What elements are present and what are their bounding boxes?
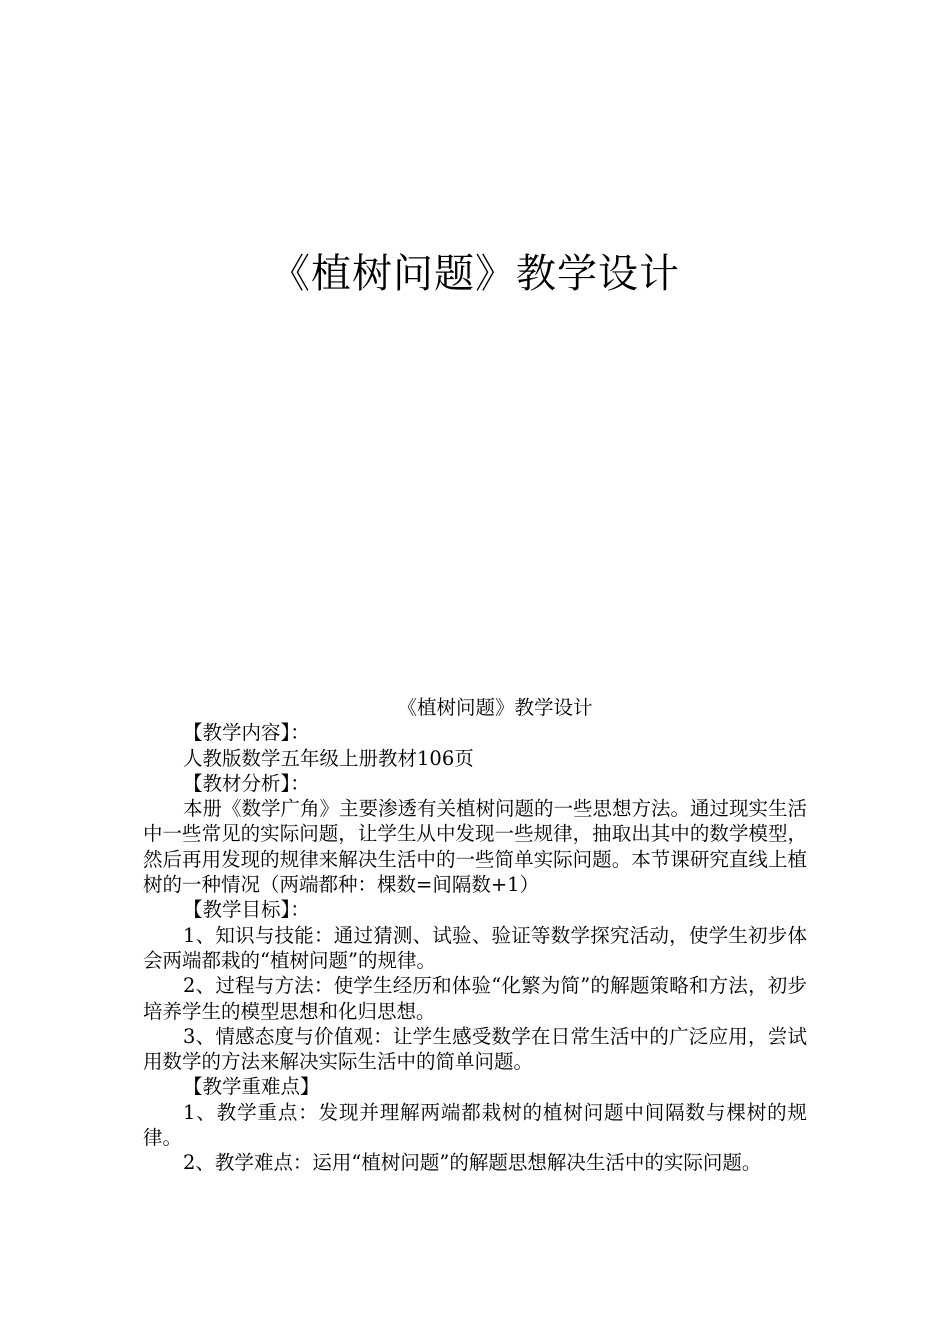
- goal-knowledge-skills: 1、知识与技能：通过猜测、试验、验证等数学探究活动，使学生初步体会两端都栽的“植树问题”的规律。: [143, 923, 807, 972]
- heading-teaching-goals: 【教学目标】：: [183, 898, 310, 922]
- document-body: [143, 695, 807, 1176]
- paragraph-textbook-source: 人教版数学五年级上册教材106页: [183, 746, 474, 770]
- key-point: 1、教学重点：发现并理解两端都栽树的植树问题中间隔数与棵树的规律。: [143, 1100, 807, 1150]
- cover-title: 《植树问题》教学设计: [270, 251, 680, 297]
- difficult-point: 2、教学难点：运用“植树问题”的解题思想解决生活中的实际问题。: [183, 1151, 762, 1175]
- heading-textbook-analysis: 【教材分析】：: [183, 771, 310, 795]
- heading-teaching-content: 【教学内容】：: [183, 721, 310, 745]
- document-subtitle: 《植树问题》教学设计: [397, 696, 593, 719]
- paragraph-textbook-analysis: 本册《数学广角》主要渗透有关植树问题的一些思想方法。通过现实生活中一些常见的实际问题，让学生从中发现一些规律，抽取出其中的数学模型，然后再用发现的规律来解决生活中的一些简单实际问题。本节课研究直线上植树的一种情况（两端都种：棵数=间隔数+1）: [143, 797, 808, 897]
- heading-key-difficult-points: 【教学重难点】: [183, 1075, 320, 1099]
- goal-process-method: 2、过程与方法：使学生经历和体验“化繁为简”的解题策略和方法，初步培养学生的模型思想和化归思想。: [143, 974, 807, 1023]
- goal-emotion-values: 3、情感态度与价值观：让学生感受数学在日常生活中的广泛应用，尝试用数学的方法来解决实际生活中的简单问题。: [143, 1024, 807, 1074]
